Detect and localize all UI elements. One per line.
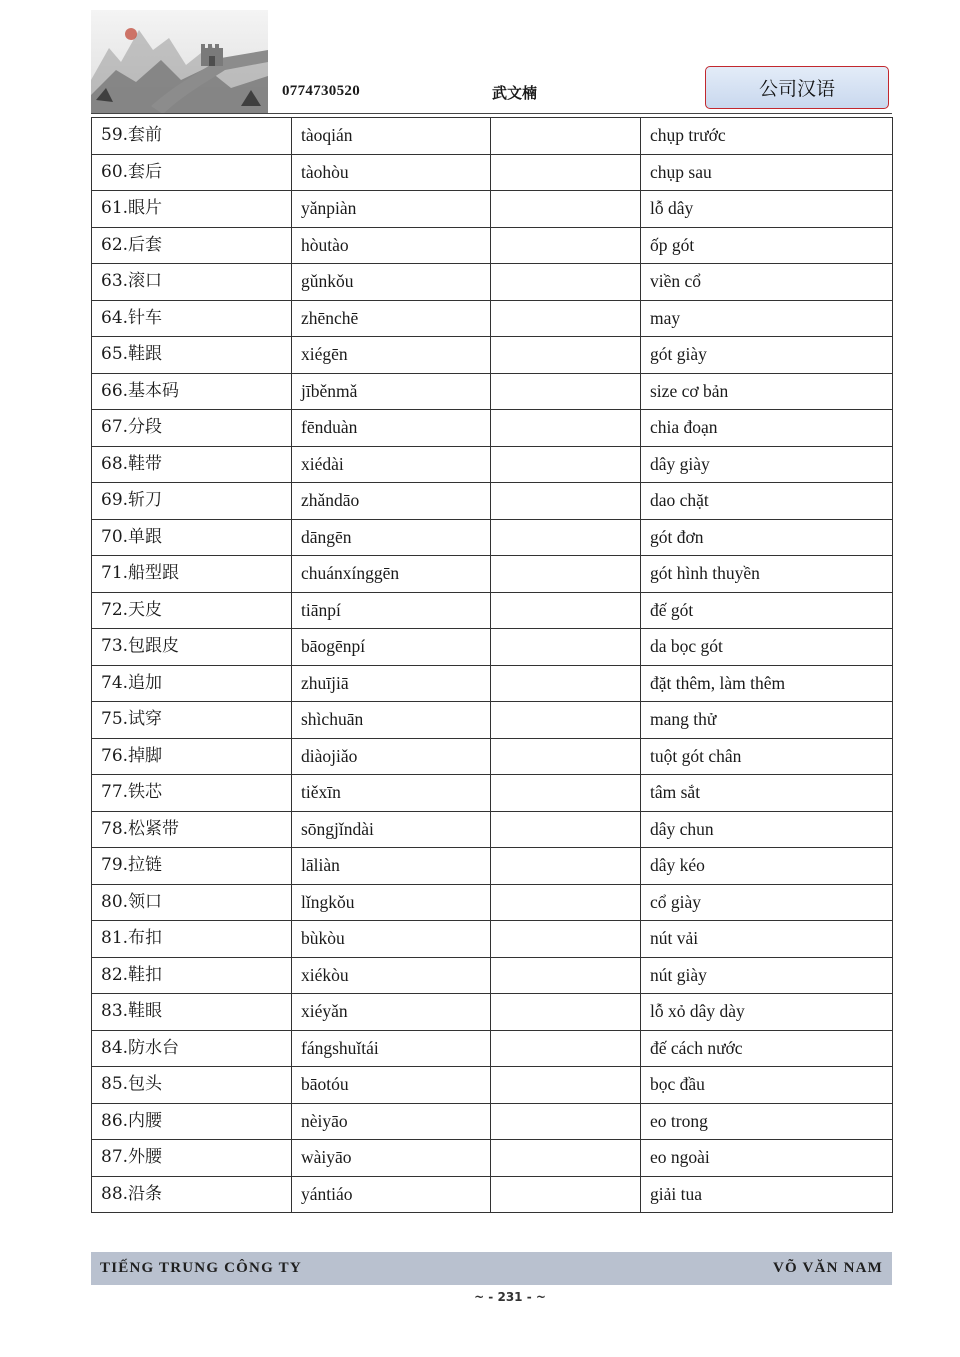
hanzi-cell: 80.领口 <box>92 884 292 921</box>
table-row <box>92 410 893 447</box>
note-cell <box>491 1140 641 1177</box>
pinyin-cell: bāogēnpí <box>292 629 491 666</box>
note-cell <box>491 848 641 885</box>
pinyin-cell: gǔnkǒu <box>292 264 491 301</box>
table-row <box>92 118 893 155</box>
meaning-cell: gót đơn <box>641 519 893 556</box>
note-cell <box>491 592 641 629</box>
title-badge: 公司汉语 <box>705 66 889 109</box>
pinyin-cell: lǐngkǒu <box>292 884 491 921</box>
hanzi-cell: 75.试穿 <box>92 702 292 739</box>
table-row <box>92 337 893 374</box>
table-row <box>92 519 893 556</box>
note-cell <box>491 191 641 228</box>
pinyin-cell: xiékòu <box>292 957 491 994</box>
note-cell <box>491 154 641 191</box>
note-cell <box>491 738 641 775</box>
table-row <box>92 1103 893 1140</box>
hanzi-cell: 69.斩刀 <box>92 483 292 520</box>
meaning-cell: chụp trước <box>641 118 893 155</box>
hanzi-cell: 60.套后 <box>92 154 292 191</box>
page-header <box>91 10 892 114</box>
note-cell <box>491 1176 641 1213</box>
hanzi-cell: 83.鞋眼 <box>92 994 292 1031</box>
hanzi-cell: 71.船型跟 <box>92 556 292 593</box>
table-row <box>92 629 893 666</box>
pinyin-cell: jīběnmǎ <box>292 373 491 410</box>
hanzi-cell: 63.滚口 <box>92 264 292 301</box>
table-row <box>92 702 893 739</box>
note-cell <box>491 665 641 702</box>
meaning-cell: size cơ bản <box>641 373 893 410</box>
note-cell <box>491 775 641 812</box>
table-row <box>92 1176 893 1213</box>
meaning-cell: đặt thêm, làm thêm <box>641 665 893 702</box>
meaning-cell: nút giày <box>641 957 893 994</box>
table-row <box>92 191 893 228</box>
table-row <box>92 556 893 593</box>
pinyin-cell: tàohòu <box>292 154 491 191</box>
pinyin-cell: lāliàn <box>292 848 491 885</box>
meaning-cell: viền cổ <box>641 264 893 301</box>
hanzi-cell: 88.沿条 <box>92 1176 292 1213</box>
note-cell <box>491 519 641 556</box>
meaning-cell: dây giày <box>641 446 893 483</box>
hanzi-cell: 87.外腰 <box>92 1140 292 1177</box>
pinyin-cell: fēnduàn <box>292 410 491 447</box>
pinyin-cell: bāotóu <box>292 1067 491 1104</box>
pinyin-cell: diàojiǎo <box>292 738 491 775</box>
meaning-cell: lỗ dây <box>641 191 893 228</box>
hanzi-cell: 82.鞋扣 <box>92 957 292 994</box>
table-row <box>92 994 893 1031</box>
pinyin-cell: wàiyāo <box>292 1140 491 1177</box>
phone-number: 0774730520 <box>282 83 360 99</box>
note-cell <box>491 884 641 921</box>
table-row <box>92 1030 893 1067</box>
pinyin-cell: tàoqián <box>292 118 491 155</box>
meaning-cell: nút vải <box>641 921 893 958</box>
meaning-cell: gót giày <box>641 337 893 374</box>
meaning-cell: đế gót <box>641 592 893 629</box>
table-row <box>92 738 893 775</box>
hanzi-cell: 62.后套 <box>92 227 292 264</box>
meaning-cell: gót hình thuyền <box>641 556 893 593</box>
meaning-cell: lỗ xỏ dây dày <box>641 994 893 1031</box>
pinyin-cell: xiégēn <box>292 337 491 374</box>
meaning-cell: eo ngoài <box>641 1140 893 1177</box>
note-cell <box>491 410 641 447</box>
hanzi-cell: 64.针车 <box>92 300 292 337</box>
hanzi-cell: 74.追加 <box>92 665 292 702</box>
table-row <box>92 446 893 483</box>
table-row <box>92 921 893 958</box>
pinyin-cell: zhǎndāo <box>292 483 491 520</box>
meaning-cell: chia đoạn <box>641 410 893 447</box>
note-cell <box>491 300 641 337</box>
pinyin-cell: yántiáo <box>292 1176 491 1213</box>
meaning-cell: tuột gót chân <box>641 738 893 775</box>
table-row <box>92 373 893 410</box>
footer-right-label: VÕ VĂN NAM <box>772 1260 883 1276</box>
pinyin-cell: fángshuǐtái <box>292 1030 491 1067</box>
hanzi-cell: 86.内腰 <box>92 1103 292 1140</box>
pinyin-cell: xiéyǎn <box>292 994 491 1031</box>
pinyin-cell: zhēnchē <box>292 300 491 337</box>
note-cell <box>491 483 641 520</box>
header-divider <box>91 113 892 114</box>
pinyin-cell: tiānpí <box>292 592 491 629</box>
pinyin-cell: xiédài <box>292 446 491 483</box>
pinyin-cell: tiěxīn <box>292 775 491 812</box>
vocabulary-table <box>91 117 893 1213</box>
pinyin-cell: shìchuān <box>292 702 491 739</box>
note-cell <box>491 118 641 155</box>
pinyin-cell: dāngēn <box>292 519 491 556</box>
table-row <box>92 775 893 812</box>
table-row <box>92 811 893 848</box>
note-cell <box>491 556 641 593</box>
note-cell <box>491 629 641 666</box>
hanzi-cell: 77.铁芯 <box>92 775 292 812</box>
pinyin-cell: zhuījiā <box>292 665 491 702</box>
hanzi-cell: 73.包跟皮 <box>92 629 292 666</box>
note-cell <box>491 702 641 739</box>
table-row <box>92 884 893 921</box>
note-cell <box>491 337 641 374</box>
note-cell <box>491 227 641 264</box>
pinyin-cell: yǎnpiàn <box>292 191 491 228</box>
meaning-cell: cổ giày <box>641 884 893 921</box>
note-cell <box>491 1103 641 1140</box>
page-number: ~ - 231 - ~ <box>474 1290 546 1304</box>
meaning-cell: giải tua <box>641 1176 893 1213</box>
footer-bar <box>91 1252 892 1285</box>
great-wall-illustration <box>91 10 268 114</box>
table-row <box>92 264 893 301</box>
note-cell <box>491 957 641 994</box>
pinyin-cell: bùkòu <box>292 921 491 958</box>
meaning-cell: dây chun <box>641 811 893 848</box>
note-cell <box>491 1030 641 1067</box>
vocabulary-table-body <box>92 118 893 1213</box>
meaning-cell: bọc đầu <box>641 1067 893 1104</box>
hanzi-cell: 67.分段 <box>92 410 292 447</box>
table-row <box>92 592 893 629</box>
note-cell <box>491 446 641 483</box>
hanzi-cell: 79.拉链 <box>92 848 292 885</box>
meaning-cell: dây kéo <box>641 848 893 885</box>
hanzi-cell: 65.鞋跟 <box>92 337 292 374</box>
hanzi-cell: 72.天皮 <box>92 592 292 629</box>
pinyin-cell: sōngjǐndài <box>292 811 491 848</box>
hanzi-cell: 84.防水台 <box>92 1030 292 1067</box>
author-name: 武文楠 <box>492 86 538 102</box>
table-row <box>92 227 893 264</box>
meaning-cell: may <box>641 300 893 337</box>
table-row <box>92 300 893 337</box>
great-wall-logo <box>91 10 268 114</box>
hanzi-cell: 81.布扣 <box>92 921 292 958</box>
meaning-cell: dao chặt <box>641 483 893 520</box>
note-cell <box>491 373 641 410</box>
meaning-cell: chụp sau <box>641 154 893 191</box>
hanzi-cell: 85.包头 <box>92 1067 292 1104</box>
meaning-cell: mang thử <box>641 702 893 739</box>
pinyin-cell: nèiyāo <box>292 1103 491 1140</box>
pinyin-cell: chuánxínggēn <box>292 556 491 593</box>
table-row <box>92 848 893 885</box>
pinyin-cell: hòutào <box>292 227 491 264</box>
hanzi-cell: 61.眼片 <box>92 191 292 228</box>
hanzi-cell: 59.套前 <box>92 118 292 155</box>
hanzi-cell: 66.基本码 <box>92 373 292 410</box>
hanzi-cell: 76.掉脚 <box>92 738 292 775</box>
note-cell <box>491 921 641 958</box>
footer-left-label: TIẾNG TRUNG CÔNG TY <box>100 1260 302 1276</box>
meaning-cell: ốp gót <box>641 227 893 264</box>
meaning-cell: tâm sắt <box>641 775 893 812</box>
table-row <box>92 1067 893 1104</box>
note-cell <box>491 811 641 848</box>
meaning-cell: da bọc gót <box>641 629 893 666</box>
meaning-cell: eo trong <box>641 1103 893 1140</box>
table-row <box>92 1140 893 1177</box>
table-row <box>92 483 893 520</box>
note-cell <box>491 994 641 1031</box>
note-cell <box>491 1067 641 1104</box>
hanzi-cell: 78.松紧带 <box>92 811 292 848</box>
hanzi-cell: 68.鞋带 <box>92 446 292 483</box>
meaning-cell: đế cách nước <box>641 1030 893 1067</box>
note-cell <box>491 264 641 301</box>
table-row <box>92 154 893 191</box>
table-row <box>92 957 893 994</box>
hanzi-cell: 70.单跟 <box>92 519 292 556</box>
table-row <box>92 665 893 702</box>
